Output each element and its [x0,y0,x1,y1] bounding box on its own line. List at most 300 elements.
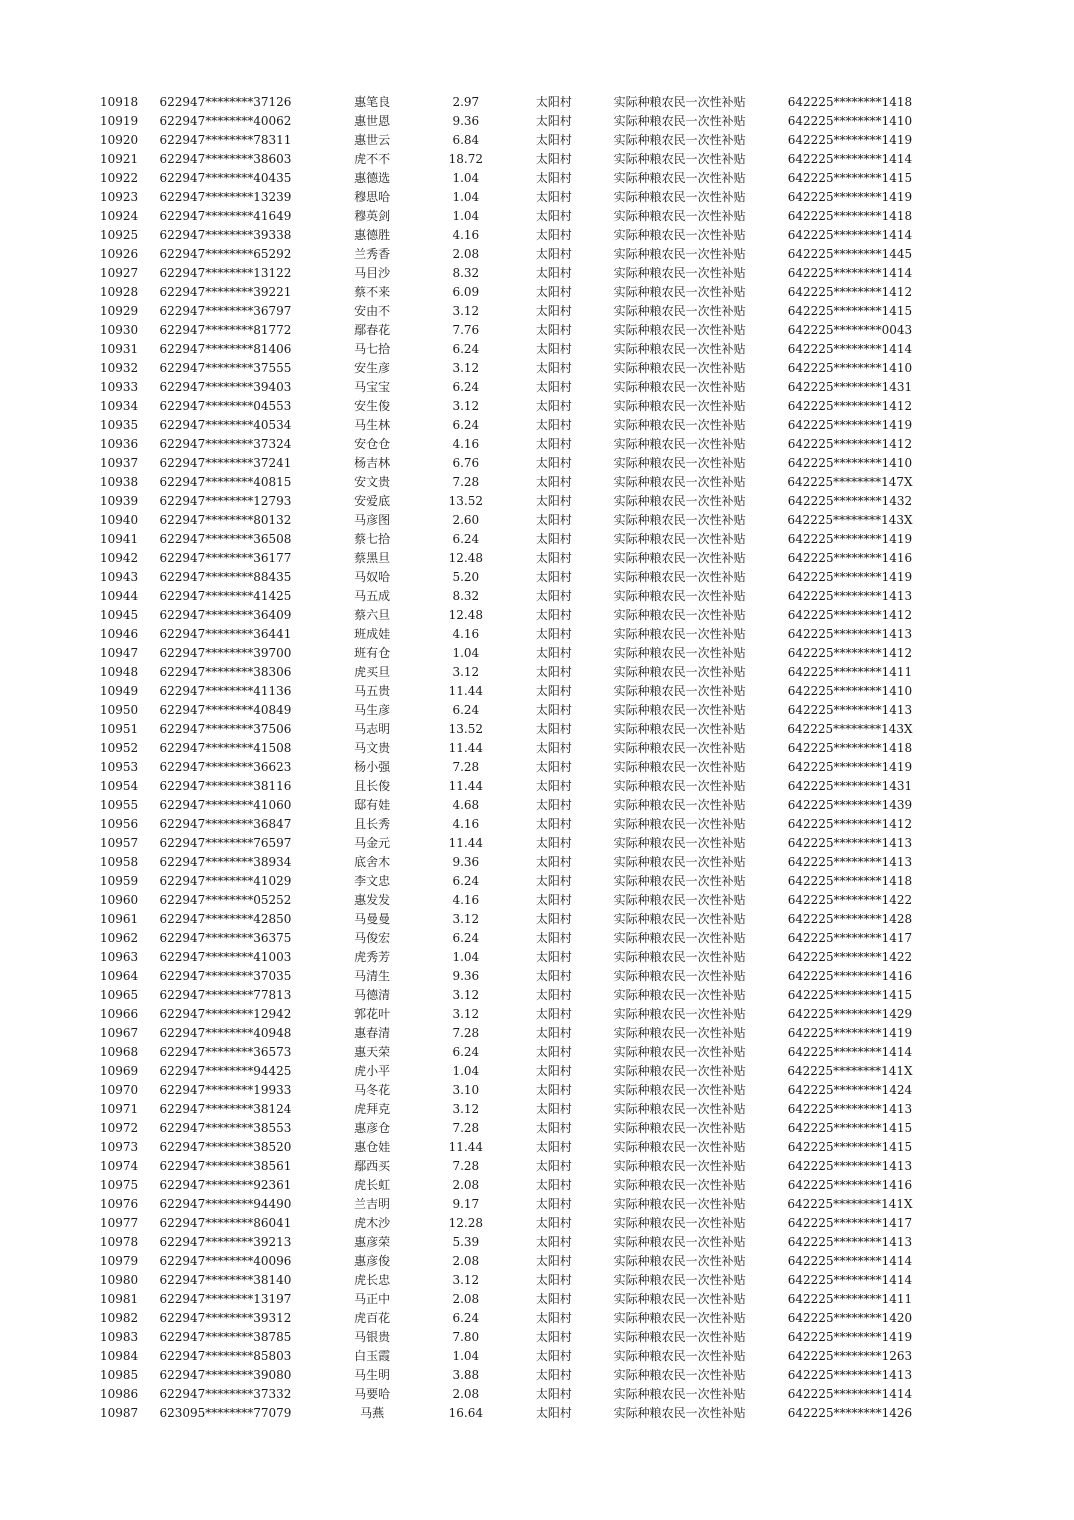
farmer-name-cell: 李文忠 [354,874,391,888]
village-cell: 太阳村 [535,627,572,641]
subsidy-item-cell: 实际种粮农民一次性补贴 [613,722,746,736]
village-cell: 太阳村 [535,342,572,356]
table-row [100,1138,930,1157]
subsidy-item-cell: 实际种粮农民一次性补贴 [613,1235,746,1249]
bank-account-cell: 622947********12942 [159,1007,292,1021]
subsidy-amount-cell: 2.08 [452,1387,480,1401]
farmer-name-cell: 惠彦俊 [354,1254,391,1268]
farmer-name-cell: 兰秀香 [354,247,391,261]
bank-account-cell: 622947********81406 [159,342,292,356]
serial-number-cell: 10962 [100,931,139,945]
farmer-name-cell: 杨吉林 [354,456,391,470]
farmer-name-cell: 马曼曼 [354,912,391,926]
id-number-cell: 642225********1415 [787,1121,913,1135]
id-number-cell: 642225********1412 [787,285,913,299]
bank-account-cell: 622947********41508 [159,741,292,755]
village-cell: 太阳村 [535,608,572,622]
table-row [100,625,930,644]
subsidy-amount-cell: 2.08 [452,1178,480,1192]
table-row [100,1119,930,1138]
table-row [100,359,930,378]
village-cell: 太阳村 [535,361,572,375]
subsidy-item-cell: 实际种粮农民一次性补贴 [613,513,746,527]
village-cell: 太阳村 [535,589,572,603]
village-cell: 太阳村 [535,665,572,679]
table-row [100,397,930,416]
table-row [100,758,930,777]
bank-account-cell: 622947********39221 [159,285,292,299]
id-number-cell: 642225********1414 [787,1387,913,1401]
subsidy-amount-cell: 9.36 [452,855,480,869]
id-number-cell: 642225********1412 [787,437,913,451]
subsidy-item-cell: 实际种粮农民一次性补贴 [613,950,746,964]
subsidy-amount-cell: 7.28 [452,1121,480,1135]
serial-number-cell: 10926 [100,247,139,261]
farmer-name-cell: 穆思哈 [354,190,391,204]
bank-account-cell: 622947********41029 [159,874,292,888]
serial-number-cell: 10925 [100,228,139,242]
subsidy-item-cell: 实际种粮农民一次性补贴 [613,988,746,1002]
subsidy-item-cell: 实际种粮农民一次性补贴 [613,152,746,166]
id-number-cell: 642225********1414 [787,1254,913,1268]
village-cell: 太阳村 [535,703,572,717]
village-cell: 太阳村 [535,266,572,280]
subsidy-amount-cell: 7.28 [452,1026,480,1040]
farmer-name-cell: 马志明 [354,722,391,736]
serial-number-cell: 10977 [100,1216,139,1230]
subsidy-amount-cell: 11.44 [448,684,483,698]
subsidy-item-cell: 实际种粮农民一次性补贴 [613,1197,746,1211]
subsidy-item-cell: 实际种粮农民一次性补贴 [613,703,746,717]
id-number-cell: 642225********1420 [787,1311,913,1325]
serial-number-cell: 10956 [100,817,139,831]
subsidy-item-cell: 实际种粮农民一次性补贴 [613,874,746,888]
subsidy-item-cell: 实际种粮农民一次性补贴 [613,1045,746,1059]
id-number-cell: 642225********1416 [787,1178,913,1192]
subsidy-item-cell: 实际种粮农民一次性补贴 [613,779,746,793]
roster-body [100,93,930,1423]
subsidy-item-cell: 实际种粮农民一次性补贴 [613,912,746,926]
id-number-cell: 642225********1416 [787,969,913,983]
subsidy-amount-cell: 6.09 [452,285,480,299]
bank-account-cell: 622947********40948 [159,1026,292,1040]
bank-account-cell: 622947********41649 [159,209,292,223]
table-row [100,1081,930,1100]
farmer-name-cell: 虎长忠 [354,1273,391,1287]
subsidy-item-cell: 实际种粮农民一次性补贴 [613,418,746,432]
id-number-cell: 642225********1263 [787,1349,913,1363]
subsidy-amount-cell: 6.76 [452,456,480,470]
village-cell: 太阳村 [535,285,572,299]
village-cell: 太阳村 [535,931,572,945]
bank-account-cell: 622947********36409 [159,608,292,622]
subsidy-item-cell: 实际种粮农民一次性补贴 [613,228,746,242]
subsidy-amount-cell: 3.12 [452,912,480,926]
bank-account-cell: 622947********13197 [159,1292,292,1306]
subsidy-item-cell: 实际种粮农民一次性补贴 [613,1083,746,1097]
serial-number-cell: 10947 [100,646,139,660]
farmer-name-cell: 鄢西买 [354,1159,391,1173]
farmer-name-cell: 邸有娃 [354,798,391,812]
village-cell: 太阳村 [535,399,572,413]
id-number-cell: 642225********1413 [787,1368,913,1382]
subsidy-item-cell: 实际种粮农民一次性补贴 [613,627,746,641]
table-row [100,435,930,454]
subsidy-amount-cell: 3.12 [452,361,480,375]
bank-account-cell: 622947********85803 [159,1349,292,1363]
farmer-name-cell: 马宝宝 [354,380,391,394]
bank-account-cell: 622947********37241 [159,456,292,470]
subsidy-item-cell: 实际种粮农民一次性补贴 [613,247,746,261]
farmer-name-cell: 蔡六旦 [354,608,391,622]
serial-number-cell: 10951 [100,722,139,736]
id-number-cell: 642225********1416 [787,551,913,565]
serial-number-cell: 10961 [100,912,139,926]
farmer-name-cell: 惠春清 [354,1026,391,1040]
village-cell: 太阳村 [535,247,572,261]
serial-number-cell: 10943 [100,570,139,584]
bank-account-cell: 622947********38934 [159,855,292,869]
bank-account-cell: 622947********77813 [159,988,292,1002]
serial-number-cell: 10960 [100,893,139,907]
serial-number-cell: 10982 [100,1311,139,1325]
id-number-cell: 642225********1410 [787,361,913,375]
bank-account-cell: 622947********39338 [159,228,292,242]
table-row [100,644,930,663]
id-number-cell: 642225********1414 [787,1273,913,1287]
id-number-cell: 642225********1415 [787,304,913,318]
village-cell: 太阳村 [535,1140,572,1154]
farmer-name-cell: 安由不 [354,304,391,318]
serial-number-cell: 10923 [100,190,139,204]
serial-number-cell: 10946 [100,627,139,641]
serial-number-cell: 10945 [100,608,139,622]
serial-number-cell: 10973 [100,1140,139,1154]
subsidy-amount-cell: 4.16 [452,228,480,242]
subsidy-item-cell: 实际种粮农民一次性补贴 [613,551,746,565]
subsidy-item-cell: 实际种粮农民一次性补贴 [613,855,746,869]
id-number-cell: 642225********1419 [787,190,913,204]
village-cell: 太阳村 [535,437,572,451]
table-row [100,169,930,188]
subsidy-item-cell: 实际种粮农民一次性补贴 [613,741,746,755]
subsidy-item-cell: 实际种粮农民一次性补贴 [613,456,746,470]
village-cell: 太阳村 [535,494,572,508]
table-row [100,378,930,397]
farmer-name-cell: 班有仓 [354,646,391,660]
subsidy-roster-table [100,93,930,1423]
subsidy-amount-cell: 12.28 [448,1216,483,1230]
subsidy-item-cell: 实际种粮农民一次性补贴 [613,570,746,584]
serial-number-cell: 10952 [100,741,139,755]
serial-number-cell: 10971 [100,1102,139,1116]
farmer-name-cell: 马生明 [354,1368,391,1382]
subsidy-amount-cell: 6.84 [452,133,480,147]
subsidy-amount-cell: 4.16 [452,437,480,451]
farmer-name-cell: 惠彦荣 [354,1235,391,1249]
farmer-name-cell: 惠彦仓 [354,1121,391,1135]
table-row [100,1100,930,1119]
bank-account-cell: 622947********36797 [159,304,292,318]
village-cell: 太阳村 [535,1007,572,1021]
bank-account-cell: 622947********36573 [159,1045,292,1059]
village-cell: 太阳村 [535,817,572,831]
table-row [100,891,930,910]
serial-number-cell: 10927 [100,266,139,280]
serial-number-cell: 10980 [100,1273,139,1287]
spreadsheet-page [0,93,1074,1423]
village-cell: 太阳村 [535,950,572,964]
serial-number-cell: 10934 [100,399,139,413]
bank-account-cell: 622947********38116 [159,779,292,793]
table-row [100,1385,930,1404]
farmer-name-cell: 马彦图 [354,513,391,527]
subsidy-amount-cell: 3.12 [452,1007,480,1021]
serial-number-cell: 10935 [100,418,139,432]
serial-number-cell: 10955 [100,798,139,812]
bank-account-cell: 622947********38520 [159,1140,292,1154]
subsidy-amount-cell: 5.39 [452,1235,480,1249]
subsidy-item-cell: 实际种粮农民一次性补贴 [613,646,746,660]
village-cell: 太阳村 [535,1045,572,1059]
subsidy-item-cell: 实际种粮农民一次性补贴 [613,380,746,394]
farmer-name-cell: 马德清 [354,988,391,1002]
village-cell: 太阳村 [535,551,572,565]
id-number-cell: 642225********143X [787,722,913,736]
farmer-name-cell: 虎百花 [354,1311,391,1325]
farmer-name-cell: 惠发发 [354,893,391,907]
table-row [100,473,930,492]
bank-account-cell: 622947********80132 [159,513,292,527]
bank-account-cell: 622947********37332 [159,1387,292,1401]
village-cell: 太阳村 [535,1330,572,1344]
subsidy-amount-cell: 3.12 [452,988,480,1002]
serial-number-cell: 10949 [100,684,139,698]
farmer-name-cell: 马银贵 [354,1330,391,1344]
id-number-cell: 642225********1414 [787,266,913,280]
village-cell: 太阳村 [535,798,572,812]
id-number-cell: 642225********1418 [787,741,913,755]
bank-account-cell: 622947********40849 [159,703,292,717]
table-row [100,606,930,625]
farmer-name-cell: 马俊宏 [354,931,391,945]
farmer-name-cell: 马文贵 [354,741,391,755]
subsidy-item-cell: 实际种粮农民一次性补贴 [613,1102,746,1116]
bank-account-cell: 622947********37555 [159,361,292,375]
serial-number-cell: 10922 [100,171,139,185]
bank-account-cell: 622947********76597 [159,836,292,850]
table-row [100,1195,930,1214]
farmer-name-cell: 虎长虹 [354,1178,391,1192]
subsidy-item-cell: 实际种粮农民一次性补贴 [613,1140,746,1154]
table-row [100,207,930,226]
farmer-name-cell: 马金元 [354,836,391,850]
village-cell: 太阳村 [535,1026,572,1040]
subsidy-item-cell: 实际种粮农民一次性补贴 [613,893,746,907]
subsidy-item-cell: 实际种粮农民一次性补贴 [613,1178,746,1192]
bank-account-cell: 622947********38140 [159,1273,292,1287]
bank-account-cell: 622947********94425 [159,1064,292,1078]
id-number-cell: 642225********1419 [787,133,913,147]
farmer-name-cell: 惠世云 [354,133,391,147]
farmer-name-cell: 蔡七拾 [354,532,391,546]
serial-number-cell: 10979 [100,1254,139,1268]
village-cell: 太阳村 [535,1083,572,1097]
subsidy-amount-cell: 16.64 [448,1406,483,1420]
id-number-cell: 642225********1426 [787,1406,913,1420]
subsidy-amount-cell: 18.72 [448,152,483,166]
id-number-cell: 642225********1418 [787,95,913,109]
subsidy-amount-cell: 9.17 [452,1197,480,1211]
id-number-cell: 642225********1431 [787,380,913,394]
bank-account-cell: 622947********41003 [159,950,292,964]
subsidy-item-cell: 实际种粮农民一次性补贴 [613,1292,746,1306]
id-number-cell: 642225********141X [787,1064,913,1078]
id-number-cell: 642225********1413 [787,627,913,641]
village-cell: 太阳村 [535,988,572,1002]
bank-account-cell: 622947********40062 [159,114,292,128]
village-cell: 太阳村 [535,855,572,869]
farmer-name-cell: 虎拜克 [354,1102,391,1116]
village-cell: 太阳村 [535,646,572,660]
subsidy-item-cell: 实际种粮农民一次性补贴 [613,285,746,299]
village-cell: 太阳村 [535,1387,572,1401]
subsidy-item-cell: 实际种粮农民一次性补贴 [613,1064,746,1078]
bank-account-cell: 622947********05252 [159,893,292,907]
subsidy-item-cell: 实际种粮农民一次性补贴 [613,1330,746,1344]
serial-number-cell: 10937 [100,456,139,470]
serial-number-cell: 10954 [100,779,139,793]
bank-account-cell: 622947********13122 [159,266,292,280]
id-number-cell: 642225********1431 [787,779,913,793]
subsidy-item-cell: 实际种粮农民一次性补贴 [613,1368,746,1382]
serial-number-cell: 10942 [100,551,139,565]
bank-account-cell: 622947********36375 [159,931,292,945]
bank-account-cell: 622947********78311 [159,133,292,147]
village-cell: 太阳村 [535,532,572,546]
village-cell: 太阳村 [535,1197,572,1211]
subsidy-item-cell: 实际种粮农民一次性补贴 [613,608,746,622]
village-cell: 太阳村 [535,874,572,888]
subsidy-amount-cell: 12.48 [448,608,483,622]
id-number-cell: 642225********1417 [787,931,913,945]
village-cell: 太阳村 [535,779,572,793]
village-cell: 太阳村 [535,1292,572,1306]
village-cell: 太阳村 [535,209,572,223]
subsidy-amount-cell: 1.04 [452,1064,480,1078]
serial-number-cell: 10921 [100,152,139,166]
id-number-cell: 642225********1417 [787,1216,913,1230]
id-number-cell: 642225********1422 [787,893,913,907]
bank-account-cell: 623095********77079 [159,1406,292,1420]
table-row [100,150,930,169]
table-row [100,701,930,720]
subsidy-amount-cell: 2.08 [452,247,480,261]
serial-number-cell: 10967 [100,1026,139,1040]
id-number-cell: 642225********1412 [787,608,913,622]
table-row [100,1157,930,1176]
serial-number-cell: 10939 [100,494,139,508]
serial-number-cell: 10940 [100,513,139,527]
id-number-cell: 642225********1422 [787,950,913,964]
village-cell: 太阳村 [535,893,572,907]
serial-number-cell: 10950 [100,703,139,717]
table-row [100,720,930,739]
village-cell: 太阳村 [535,912,572,926]
subsidy-amount-cell: 6.24 [452,532,480,546]
bank-account-cell: 622947********86041 [159,1216,292,1230]
village-cell: 太阳村 [535,456,572,470]
id-number-cell: 642225********1419 [787,532,913,546]
subsidy-amount-cell: 2.97 [452,95,480,109]
serial-number-cell: 10928 [100,285,139,299]
subsidy-item-cell: 实际种粮农民一次性补贴 [613,399,746,413]
subsidy-amount-cell: 8.32 [452,589,480,603]
subsidy-item-cell: 实际种粮农民一次性补贴 [613,171,746,185]
bank-account-cell: 622947********38306 [159,665,292,679]
farmer-name-cell: 马五贵 [354,684,391,698]
table-row [100,511,930,530]
subsidy-amount-cell: 7.28 [452,760,480,774]
serial-number-cell: 10957 [100,836,139,850]
subsidy-amount-cell: 3.88 [452,1368,480,1382]
subsidy-amount-cell: 11.44 [448,741,483,755]
bank-account-cell: 622947********36441 [159,627,292,641]
bank-account-cell: 622947********38553 [159,1121,292,1135]
farmer-name-cell: 且长俊 [354,779,391,793]
subsidy-amount-cell: 5.20 [452,570,480,584]
bank-account-cell: 622947********37126 [159,95,292,109]
id-number-cell: 642225********1411 [787,665,913,679]
subsidy-item-cell: 实际种粮农民一次性补贴 [613,475,746,489]
subsidy-item-cell: 实际种粮农民一次性补贴 [613,1121,746,1135]
serial-number-cell: 10958 [100,855,139,869]
village-cell: 太阳村 [535,1254,572,1268]
village-cell: 太阳村 [535,1216,572,1230]
farmer-name-cell: 班成娃 [354,627,391,641]
village-cell: 太阳村 [535,513,572,527]
table-row [100,948,930,967]
table-row [100,1005,930,1024]
bank-account-cell: 622947********40815 [159,475,292,489]
bank-account-cell: 622947********40435 [159,171,292,185]
bank-account-cell: 622947********36847 [159,817,292,831]
subsidy-amount-cell: 6.24 [452,380,480,394]
table-row [100,1271,930,1290]
id-number-cell: 642225********1419 [787,760,913,774]
subsidy-amount-cell: 1.04 [452,209,480,223]
id-number-cell: 642225********1411 [787,1292,913,1306]
subsidy-amount-cell: 4.68 [452,798,480,812]
subsidy-amount-cell: 9.36 [452,969,480,983]
bank-account-cell: 622947********65292 [159,247,292,261]
table-row [100,872,930,891]
id-number-cell: 642225********1413 [787,589,913,603]
id-number-cell: 642225********1418 [787,209,913,223]
bank-account-cell: 622947********36623 [159,760,292,774]
id-number-cell: 642225********1413 [787,1102,913,1116]
serial-number-cell: 10986 [100,1387,139,1401]
id-number-cell: 642225********1413 [787,855,913,869]
subsidy-amount-cell: 6.24 [452,703,480,717]
serial-number-cell: 10919 [100,114,139,128]
subsidy-item-cell: 实际种粮农民一次性补贴 [613,1273,746,1287]
village-cell: 太阳村 [535,1406,572,1420]
id-number-cell: 642225********1415 [787,171,913,185]
subsidy-amount-cell: 3.12 [452,665,480,679]
bank-account-cell: 622947********41060 [159,798,292,812]
serial-number-cell: 10932 [100,361,139,375]
